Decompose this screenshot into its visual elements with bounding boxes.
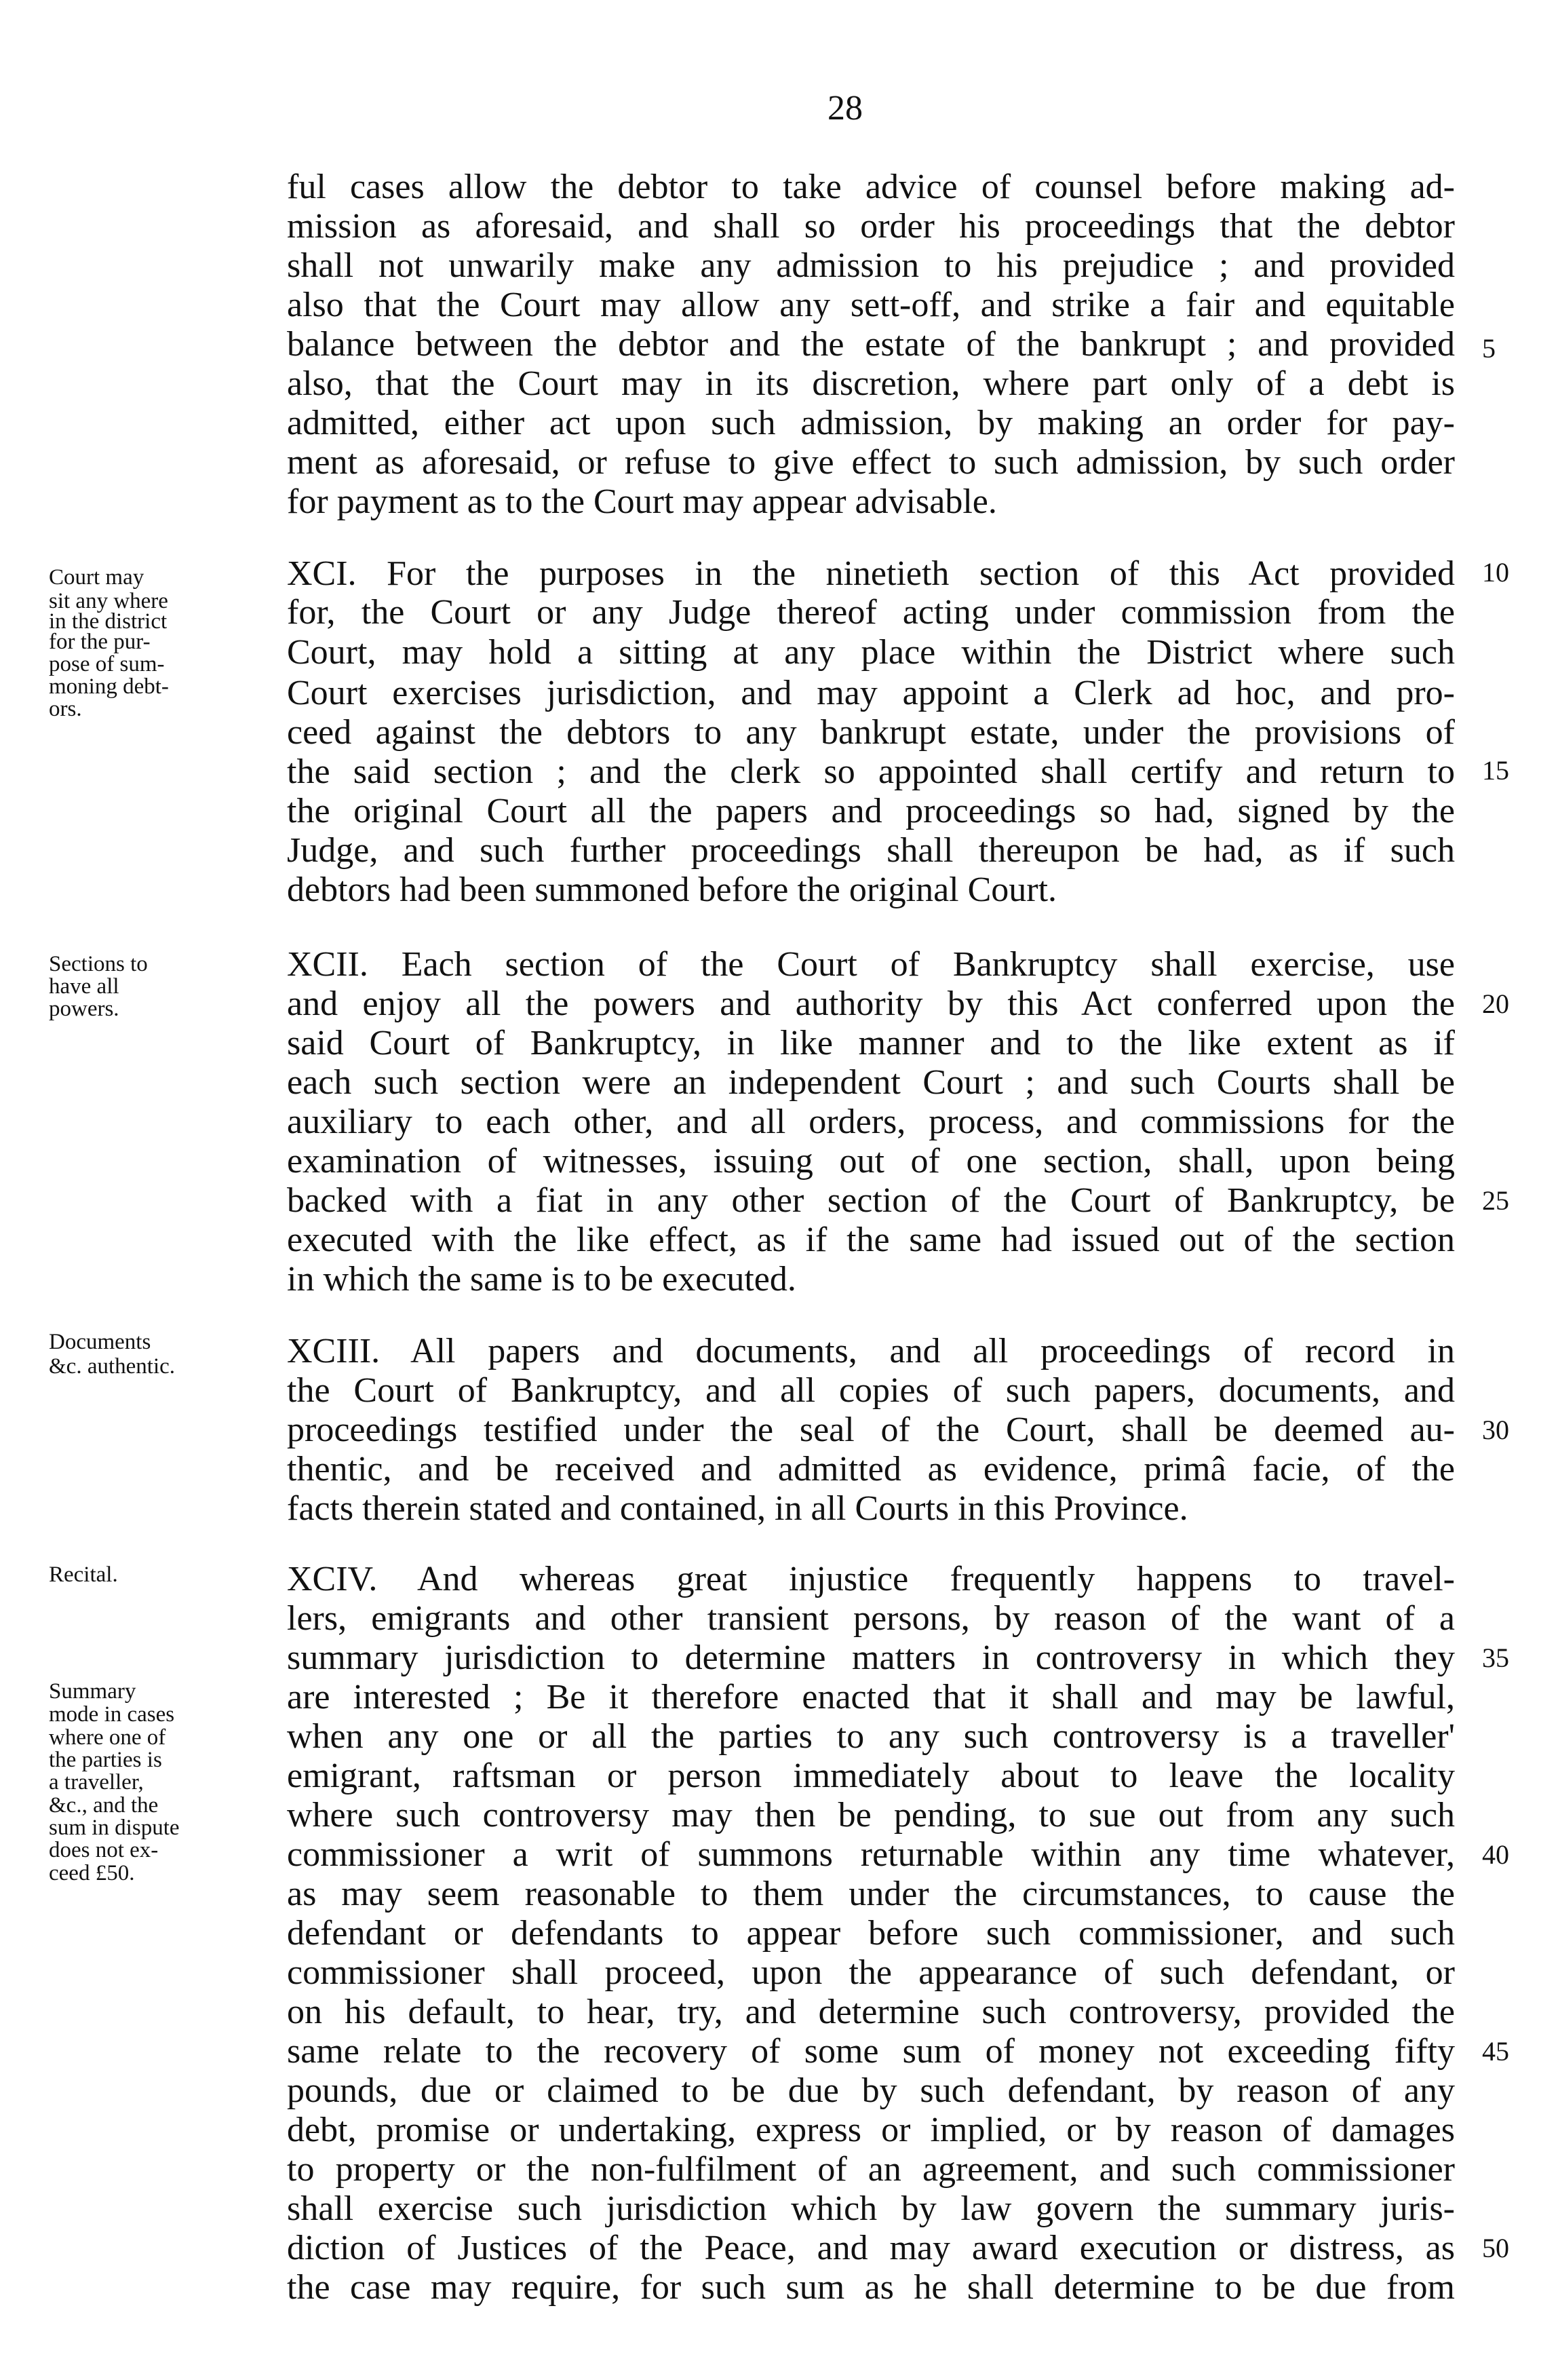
text-line: same relate to the recovery of some sum of money not exceeding fifty — [287, 2032, 1455, 2071]
text-line: proceedings testified under the seal of the Court, shall be deemed au- — [287, 1410, 1455, 1449]
text-line: shall exercise such jurisdiction which by law govern the summary juris- — [287, 2189, 1455, 2228]
margin-note-line: where one of — [49, 1725, 166, 1750]
text-line: balance between the debtor and the estate of the bankrupt ; and provided — [287, 325, 1455, 364]
margin-note-line: pose of sum- — [49, 652, 165, 676]
line-number: 5 — [1482, 333, 1496, 364]
text-line: admitted, either act upon such admission, by making an order for pay- — [287, 404, 1455, 442]
text-line: pounds, due or claimed to be due by such defendant, by reason of any — [287, 2071, 1455, 2110]
text-line: commissioner shall proceed, upon the appearance of such defendant, or — [287, 1953, 1455, 1992]
text-line: ceed against the debtors to any bankrupt estate, under the provisions of — [287, 713, 1455, 752]
text-line: the case may require, for such sum as he shall determine to be due from — [287, 2268, 1455, 2307]
text-line: XCIV. And whereas great injustice frequently happens to travel- — [287, 1560, 1455, 1598]
text-line: debt, promise or undertaking, express or implied, or by reason of damages — [287, 2111, 1455, 2149]
margin-note-line: for the pur- — [49, 630, 151, 654]
text-line: the said section ; and the clerk so appointed shall certify and return to — [287, 752, 1455, 791]
text-line: where such controversy may then be pending, to sue out from any such — [287, 1796, 1455, 1835]
text-line: Judge, and such further proceedings shall thereupon be had, as if such — [287, 831, 1455, 870]
text-line: backed with a fiat in any other section of the Court of Bankruptcy, be — [287, 1181, 1455, 1220]
text-line: diction of Justices of the Peace, and may award execution or distress, as — [287, 2229, 1455, 2267]
text-line: as may seem reasonable to them under the circumstances, to cause the — [287, 1875, 1455, 1913]
text-line: mission as aforesaid, and shall so order his proceedings that the debtor — [287, 207, 1455, 246]
margin-note-line: a traveller, — [49, 1770, 144, 1794]
margin-note-line: sit any where — [49, 589, 168, 613]
page-number: 28 — [827, 89, 863, 128]
text-line: each such section were an independent Court ; and such Courts shall be — [287, 1063, 1455, 1102]
text-line: and enjoy all the powers and authority by this Act conferred upon the — [287, 984, 1455, 1023]
text-line: the original Court all the papers and proceedings so had, signed by the — [287, 792, 1455, 830]
margin-note-line: does not ex- — [49, 1838, 159, 1862]
margin-note-line: Sections to — [49, 952, 148, 976]
text-line: auxiliary to each other, and all orders, process, and commissions for the — [287, 1102, 1455, 1141]
text-line: are interested ; Be it therefore enacted that it shall and may be lawful, — [287, 1678, 1455, 1716]
margin-note-line: the parties is — [49, 1748, 162, 1772]
text-line: emigrant, raftsman or person immediately about to leave the locality — [287, 1757, 1455, 1795]
text-line: Court, may hold a sitting at any place within the District where such — [287, 633, 1455, 672]
text-line: for payment as to the Court may appear advisable. — [287, 482, 997, 521]
text-line: also that the Court may allow any sett-off, and strike a fair and equitable — [287, 286, 1455, 324]
text-line: executed with the like effect, as if the same had issued out of the section — [287, 1221, 1455, 1259]
text-line: thentic, and be received and admitted as evidence, primâ facie, of the — [287, 1450, 1455, 1489]
text-line: debtors had been summoned before the original Court. — [287, 870, 1057, 909]
text-line: XCIII. All papers and documents, and all proceedings of record in — [287, 1332, 1455, 1370]
text-line: XCI. For the purposes in the ninetieth section of this Act provided — [287, 554, 1455, 593]
line-number: 25 — [1482, 1185, 1509, 1216]
text-line: XCII. Each section of the Court of Bankruptcy shall exercise, use — [287, 945, 1455, 984]
text-line: shall not unwarily make any admission to his prejudice ; and provided — [287, 246, 1455, 285]
margin-note-line: ors. — [49, 697, 82, 721]
text-line: also, that the Court may in its discretion, where part only of a debt is — [287, 364, 1455, 403]
text-line: defendant or defendants to appear before such commissioner, and such — [287, 1914, 1455, 1953]
line-number: 35 — [1482, 1643, 1509, 1673]
line-number: 50 — [1482, 2233, 1509, 2263]
margin-note-line: Documents — [49, 1330, 151, 1354]
text-line: Court exercises jurisdiction, and may appoint a Clerk ad hoc, and pro- — [287, 674, 1455, 712]
margin-note-line: in the district — [49, 609, 168, 634]
line-number: 10 — [1482, 557, 1509, 588]
margin-note-line: powers. — [49, 997, 119, 1021]
text-line: facts therein stated and contained, in all Courts in this Province. — [287, 1489, 1188, 1528]
text-line: for, the Court or any Judge thereof acting under commission from the — [287, 593, 1455, 632]
text-line: lers, emigrants and other transient persons, by reason of the want of a — [287, 1599, 1455, 1638]
text-line: on his default, to hear, try, and determine such controversy, provided the — [287, 1993, 1455, 2031]
text-line: said Court of Bankruptcy, in like manner and to the like extent as if — [287, 1024, 1455, 1062]
line-number: 40 — [1482, 1839, 1509, 1870]
line-number: 45 — [1482, 2036, 1509, 2067]
text-line: commissioner a writ of summons returnable within any time whatever, — [287, 1835, 1455, 1874]
margin-note-line: &c., and the — [49, 1793, 159, 1818]
text-line: the Court of Bankruptcy, and all copies of such papers, documents, and — [287, 1371, 1455, 1410]
text-line: summary jurisdiction to determine matters in controversy in which they — [287, 1638, 1455, 1677]
margin-note-line: ceed £50. — [49, 1861, 135, 1885]
margin-note-line: mode in cases — [49, 1702, 175, 1727]
margin-note-line: Recital. — [49, 1562, 118, 1587]
margin-note-line: Summary — [49, 1679, 136, 1704]
line-number: 30 — [1482, 1415, 1509, 1445]
margin-note-line: Court may — [49, 565, 144, 590]
margin-note-line: &c. authentic. — [49, 1354, 176, 1379]
margin-note-line: sum in dispute — [49, 1816, 180, 1840]
text-line: when any one or all the parties to any such controversy is a traveller' — [287, 1717, 1455, 1756]
line-number: 15 — [1482, 755, 1509, 786]
text-line: to property or the non-fulfilment of an agreement, and such commissioner — [287, 2150, 1455, 2189]
text-line: in which the same is to be executed. — [287, 1260, 796, 1299]
margin-note-line: have all — [49, 974, 119, 999]
text-line: ful cases allow the debtor to take advice of counsel before making ad- — [287, 168, 1455, 206]
line-number: 20 — [1482, 989, 1509, 1019]
text-line: examination of witnesses, issuing out of one section, shall, upon being — [287, 1142, 1455, 1181]
text-line: ment as aforesaid, or refuse to give effect to such admission, by such order — [287, 443, 1455, 482]
margin-note-line: moning debt- — [49, 674, 169, 699]
